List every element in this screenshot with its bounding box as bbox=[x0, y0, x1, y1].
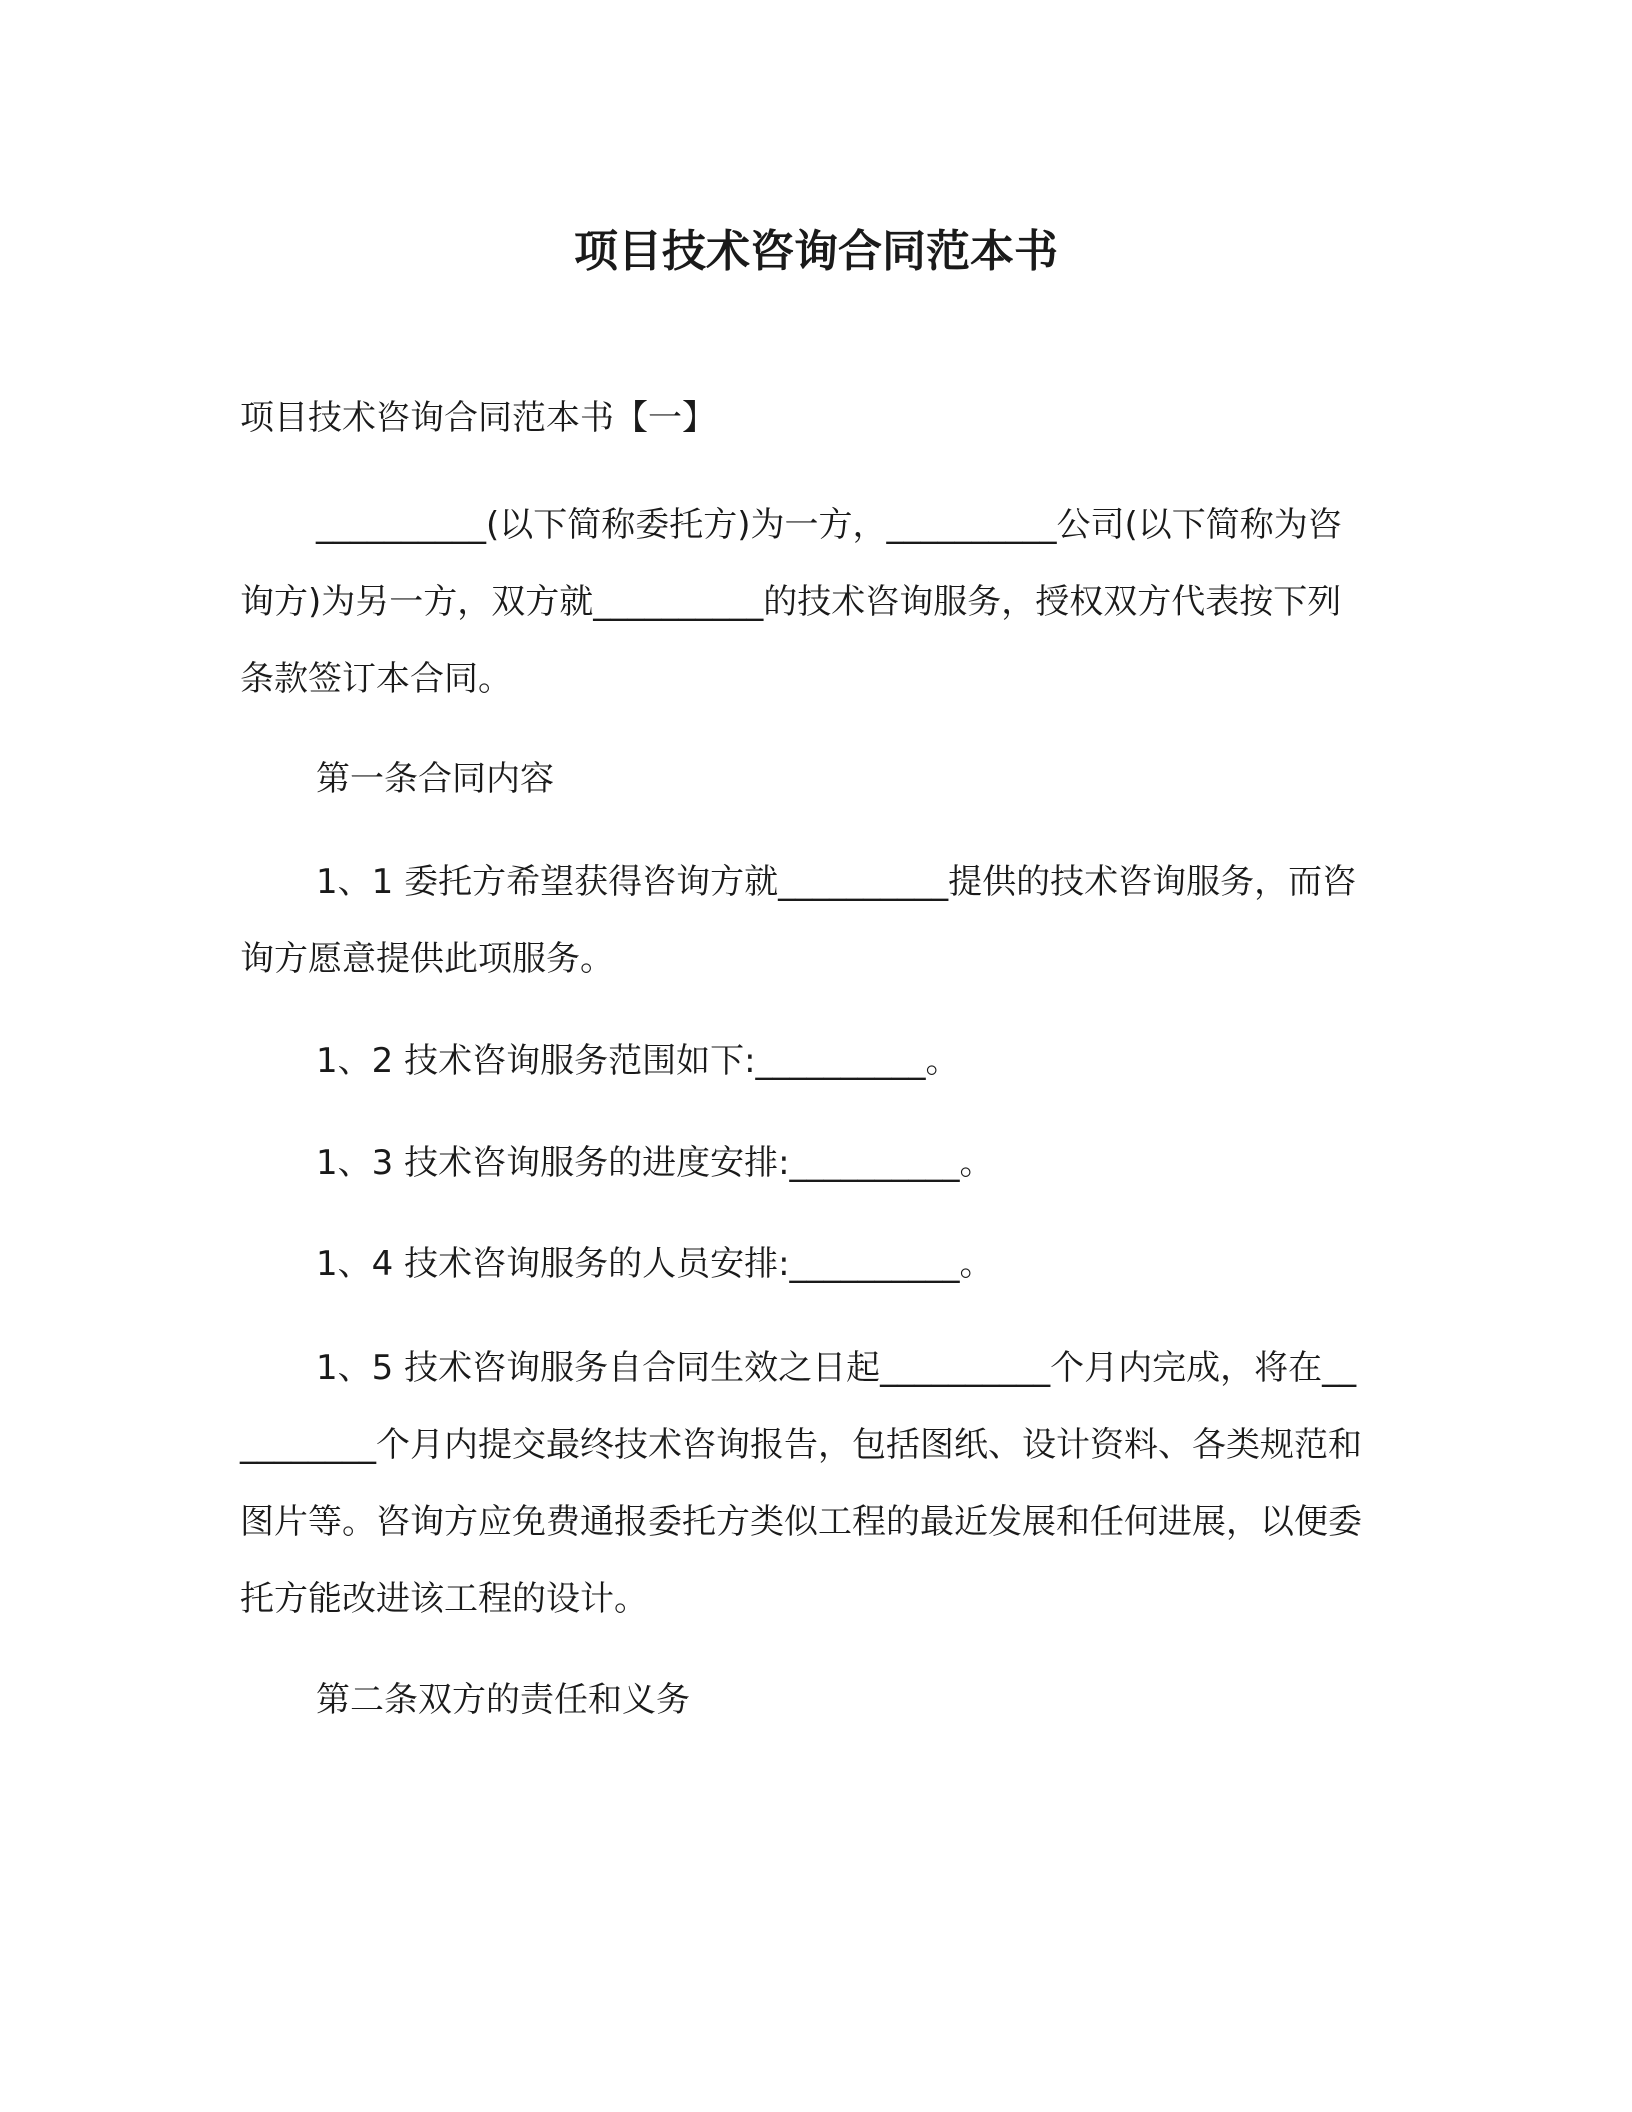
clause-1-2: 1、2 技术咨询服务范围如下:__________。 bbox=[316, 1041, 960, 1081]
section-heading-2: 第二条双方的责任和义务 bbox=[316, 1680, 690, 1720]
intro-paragraph: __________(以下简称委托方)为一方，__________公司(以下简称为咨询方)为另一方，双方就__________的技术咨询服务，授权双方代表按下列条款签订本合同。 bbox=[240, 505, 1342, 699]
section-heading-1: 第一条合同内容 bbox=[316, 759, 554, 799]
clause-1-4: 1、4 技术咨询服务的人员安排:__________。 bbox=[316, 1244, 994, 1284]
document-title: 项目技术咨询合同范本书 bbox=[574, 226, 1058, 277]
clause-1-5: 1、5 技术咨询服务自合同生效之日起__________个月内完成，将在__________个月内提交最终技术咨询报告，包括图纸、设计资料、各类规范和图片等。咨询方应免费通报委托方类似工程的最近发展和任何进展，以便委托方能改进该工程的设计。 bbox=[240, 1348, 1362, 1619]
clause-1-1: 1、1 委托方希望获得咨询方就__________提供的技术咨询服务，而咨询方愿意提供此项服务。 bbox=[240, 862, 1357, 979]
document-subtitle: 项目技术咨询合同范本书【一】 bbox=[240, 398, 716, 438]
clause-1-3: 1、3 技术咨询服务的进度安排:__________。 bbox=[316, 1143, 994, 1183]
